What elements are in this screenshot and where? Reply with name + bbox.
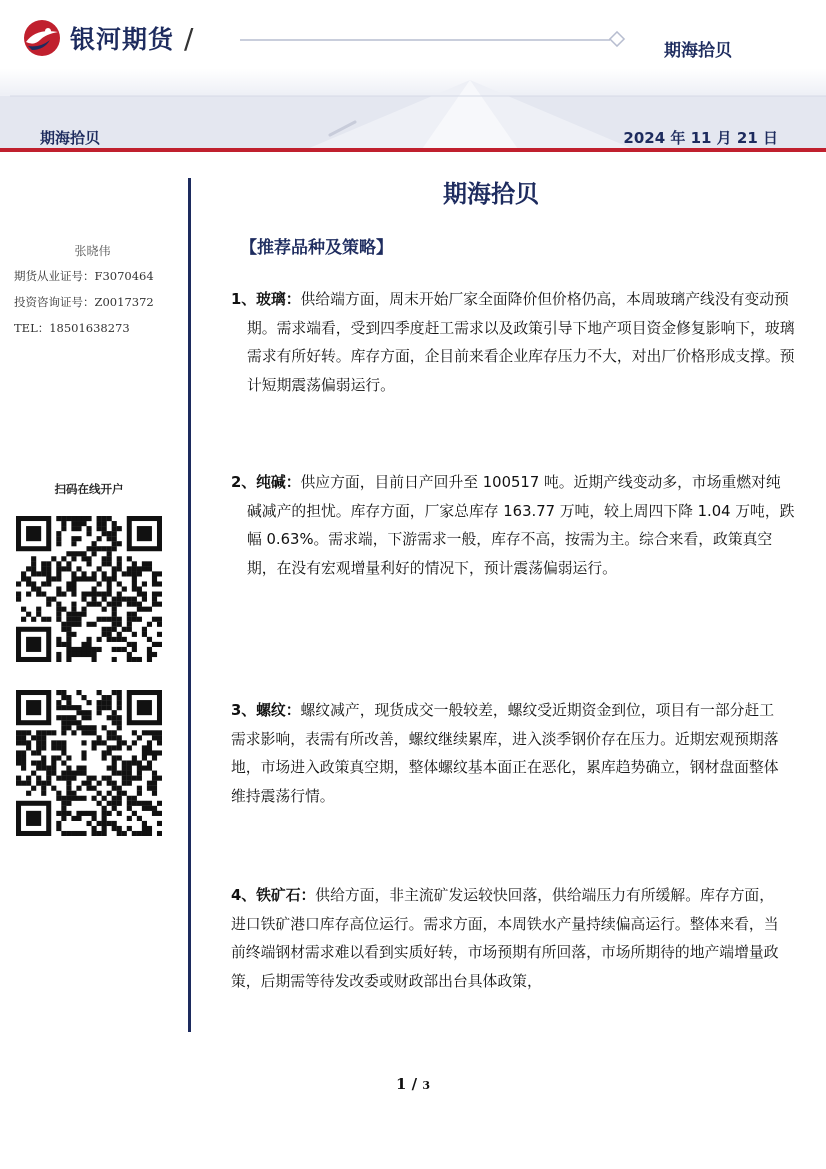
item-text: 螺纹减产，现货成交一般较差，螺纹受近期资金到位，项目有一部分赶工需求影响，表需有所改善，螺纹继续累库，进入淡季钢价存在压力。近期宏观预期落地，市场进入政策真空期，整体螺纹基本面正在恶化，累库趋势确立，钢材盘面整体维持震荡行情。: [231, 702, 779, 805]
galaxy-logo-icon: [20, 18, 64, 58]
header-red-rule: [0, 148, 826, 152]
item-number: 1、: [231, 291, 257, 308]
page-separator: /: [411, 1075, 418, 1093]
item-text: 供给方面，非主流矿发运较快回落，供给端压力有所缓解。库存方面，进口铁矿港口库存高位运行。需求方面，本周铁水产量持续偏高运行。整体来看，当前终端钢材需求难以看到实质好转，市场预期有所回落，市场所期待的地产端增量政策，后期需等待发改委或财政部出台具体政策，: [231, 887, 779, 990]
section-title: 【推荐品种及策略】: [240, 238, 393, 258]
brand-right-title: 期海拾贝: [664, 41, 732, 61]
vertical-divider: [188, 178, 191, 1032]
page-title: 期海拾贝: [443, 180, 539, 208]
item-keyword: 铁矿石：: [256, 887, 316, 904]
report-date: 2024 年 11 月 21 日: [623, 129, 778, 147]
futures-license: 期货从业证号：F3070464: [14, 269, 154, 283]
logo-slash: /: [184, 21, 194, 55]
page-number: [0, 1075, 826, 1093]
page-current: 1: [395, 1075, 407, 1093]
item-text: 供应方面，目前日产回升至 100517 吨。近期产线变动多，市场重燃对纯碱减产的担忧。库存方面，厂家总库存 163.77 万吨，较上周四下降 1.04 万吨，跌幅 0.63%。需求端，下游需求一般，库存不高，按需为主。综合来看，政策真空期，在没有宏观增量利好的情况下，预计震荡偏弱运行。: [247, 474, 795, 577]
report-header: [0, 0, 826, 152]
item-keyword: 玻璃：: [256, 291, 301, 308]
brand-logo: [20, 18, 193, 58]
item-text: 供给端方面，周末开始厂家全面降价但价格仍高，本周玻璃产线没有变动预期。需求端看，受到四季度赶工需求以及政策引导下地产项目资金修复影响下，玻璃需求有所好转。库存方面，企目前来看企业库存压力不大，对出厂价格形成支撑。预计短期震荡偏弱运行。: [247, 291, 795, 394]
scan-label: 扫码在线开户: [54, 482, 124, 496]
header-subtitle: 期海拾贝: [40, 129, 101, 147]
analyst-phone: TEL：18501638273: [14, 321, 130, 335]
item-number: 4、: [231, 887, 257, 904]
item-keyword: 纯碱：: [256, 474, 301, 491]
strategy-item-rebar: [231, 697, 779, 811]
logo-text: 银河期货: [70, 25, 175, 54]
strategy-item-soda-ash: [231, 469, 795, 583]
qr-code-icon[interactable]: [16, 690, 162, 836]
page-total: 3: [422, 1079, 431, 1092]
analyst-name: 张晓伟: [74, 244, 111, 258]
advisory-license: 投资咨询证号：Z0017372: [14, 295, 154, 309]
strategy-item-glass: [231, 286, 795, 400]
item-keyword: 螺纹：: [256, 702, 301, 719]
item-number: 3、: [231, 702, 257, 719]
item-number: 2、: [231, 474, 257, 491]
strategy-item-iron-ore: [231, 882, 779, 996]
qr-code-icon[interactable]: [16, 516, 162, 662]
